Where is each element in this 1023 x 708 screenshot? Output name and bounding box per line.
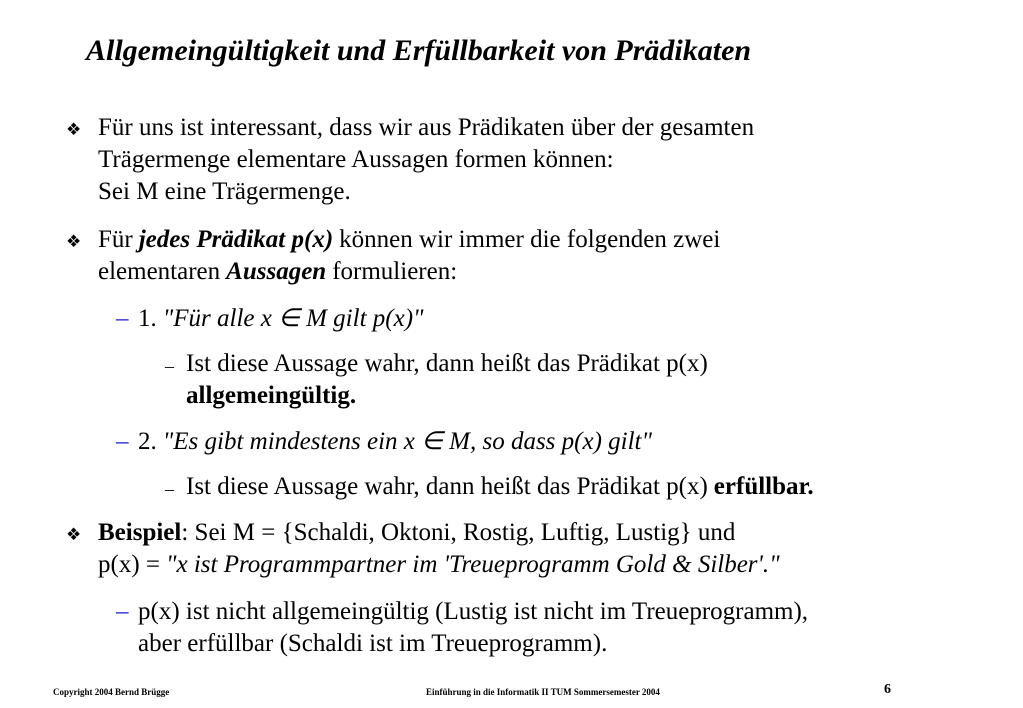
bullet-2-line-2-emphasis: Aussagen <box>226 258 327 285</box>
bullet-diamond-icon: ❖ <box>66 232 82 251</box>
bullet-1-line-2: Trägermenge elementare Aussagen formen können: <box>98 146 614 173</box>
bullet-diamond-icon: ❖ <box>66 120 82 139</box>
bullet-2-line-1 <box>98 224 720 256</box>
slide-title: Allgemeingültigkeit und Erfüllbarkeit von Prädikaten <box>86 34 752 67</box>
sub-item-2-number: 2. <box>138 428 157 455</box>
bullet-2-pre: Für <box>98 226 133 253</box>
sub-item-2a-text: Ist diese Aussage wahr, dann heißt das Prädikat p(x) <box>186 473 708 500</box>
bullet-2-line-2-pre: elementaren <box>98 258 221 285</box>
bullet-2-line-2 <box>98 256 457 288</box>
sub-item-1-quote: "Für alle x ∈ M gilt p(x)" <box>162 305 424 332</box>
dash-marker: – <box>165 356 174 376</box>
bullet-3-label: Beispiel <box>98 519 182 546</box>
bullet-3-text: : Sei M = {Schaldi, Oktoni, Rostig, Luftig, Lustig} und <box>181 519 736 546</box>
footer-copyright: Copyright 2004 Bernd Brügge <box>53 687 170 697</box>
dash-marker: – <box>116 598 129 625</box>
sub-item-2a <box>186 471 814 503</box>
bullet-1-line-3: Sei M eine Trägermenge. <box>98 178 351 205</box>
sub-item-1-number: 1. <box>138 305 157 332</box>
bullet-3-line-2 <box>98 549 780 581</box>
dash-marker: – <box>116 305 129 332</box>
bullet-3-line-1 <box>98 517 735 549</box>
bullet-2-emphasis: jedes Prädikat p(x) <box>138 226 334 253</box>
bullet-3-line-2-quote: "x ist Programmpartner im 'Treueprogramm Gold & Silber'." <box>166 551 780 578</box>
bullet-3-line-2-pre: p(x) = <box>98 551 160 578</box>
sub-item-1 <box>138 303 424 335</box>
sub-item-3-line-1: p(x) ist nicht allgemeingültig (Lustig ist nicht im Treueprogramm), <box>138 598 809 625</box>
bullet-2-post: können wir immer die folgenden zwei <box>339 226 721 253</box>
sub-item-2 <box>138 426 652 458</box>
sub-item-1a-line-1: Ist diese Aussage wahr, dann heißt das Prädikat p(x) <box>186 350 708 377</box>
sub-item-2a-emphasis: erfüllbar. <box>713 473 814 500</box>
bullet-2-line-2-post: formulieren: <box>332 258 458 285</box>
page-number: 6 <box>884 682 891 697</box>
sub-item-3-line-2: aber erfüllbar (Schaldi ist im Treueprogramm). <box>138 630 608 657</box>
dash-marker: – <box>116 428 129 455</box>
sub-item-1a-line-2: allgemeingültig. <box>186 382 357 409</box>
bullet-1-line-1: Für uns ist interessant, dass wir aus Prädikaten über der gesamten <box>98 114 755 141</box>
dash-marker: – <box>165 479 174 499</box>
footer-course: Einführung in die Informatik II TUM Sommersemester 2004 <box>426 687 660 697</box>
bullet-diamond-icon: ❖ <box>66 525 82 544</box>
sub-item-2-quote: "Es gibt mindestens ein x ∈ M, so dass p(x) gilt" <box>162 428 652 455</box>
